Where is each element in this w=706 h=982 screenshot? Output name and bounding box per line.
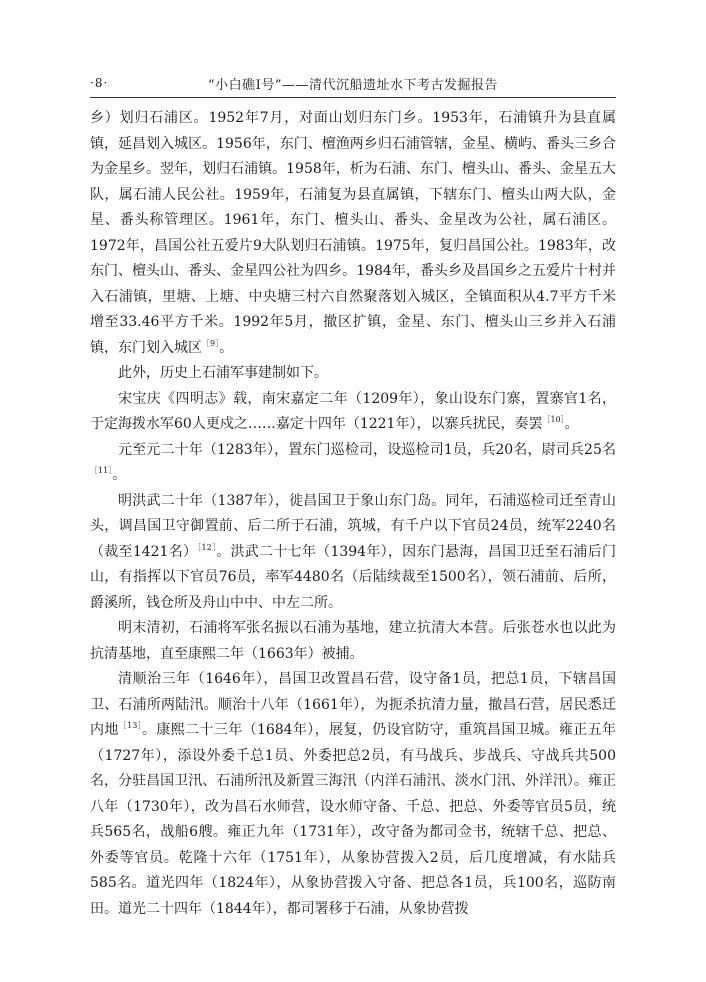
- citation-marker: ［11］: [90, 466, 113, 475]
- paragraph-text: 宋宝庆《四明志》载，南宋嘉定二年（1209年），象山设东门寨，置寨官1名，于定海拨水军60人更戍之……嘉定十四年（1221年），以寨兵扰民，奏罢: [90, 390, 616, 432]
- paragraph-text: 明洪武二十年（1387年），徙昌国卫于象山东门岛。同年，石浦巡检司迁至青山头，调昌国卫守御置前、后二所于石浦，筑城，有千户以下官员24员，统军2240名（裁至1421名）: [90, 492, 616, 560]
- page-number: ·8·: [90, 76, 109, 90]
- running-header: [90, 74, 616, 96]
- body-text: [90, 106, 616, 922]
- running-title: “小白礁Ⅰ号”——清代沉船遗址水下考古发掘报告: [208, 78, 498, 93]
- paragraph-text: 。: [564, 416, 579, 432]
- citation-marker: ［13］: [118, 721, 143, 730]
- body-paragraph: [90, 387, 616, 438]
- paragraph-text: 。康熙二十三年（1684年），展复，仍设官防守，重筑昌国卫城。雍正五年（1727年），添设外委千总1员、外委把总2员，有马战兵、步战兵、守战兵共500名，分驻昌国卫汛、石浦所汛及新置三海汛（内洋石浦汛、淡水门汛、外洋汛）。雍正八年（1730年），改为昌石水师营，设水师守备、千总、把总、外委等官员5员，统兵565名，战船6艘。雍正九年（1731年），改守备为都司佥书，统辖千总、把总、外委等官员。乾隆十六年（1751年），从象协营拨入2员，后几度增减，有水陆兵585名。道光四年（1824年），从象协营拨入守备、把总各1员，兵100名，巡防南田。道光二十四年（1844年），都司署移于石浦，从象协营拨: [90, 722, 616, 917]
- header-rule: [90, 97, 616, 98]
- paragraph-text: 元至元二十年（1283年），置东门巡检司，设巡检司1员，兵20名，尉司兵25名: [118, 441, 616, 458]
- body-paragraph: [90, 667, 616, 922]
- citation-marker: ［9］: [202, 338, 220, 348]
- body-paragraph: [90, 106, 616, 361]
- citation-marker: ［12］: [197, 542, 217, 552]
- paragraph-text: 。: [219, 339, 234, 356]
- body-paragraph: [90, 616, 616, 667]
- body-paragraph: [90, 489, 616, 617]
- body-paragraph: [90, 438, 616, 489]
- body-paragraph: [90, 361, 616, 387]
- citation-marker: ［10］: [542, 415, 565, 424]
- paragraph-text: 。洪武二十七年（1394年），因东门悬海，昌国卫迁至石浦后门山，有指挥以下官员76员，率军4480名（后陆续裁至1500名），领石浦前、后所，爵溪所，钱仓所及舟山中中、中左二所。: [90, 543, 616, 611]
- paragraph-text: 此外，历史上石浦军事建制如下。: [118, 365, 328, 381]
- paragraph-text: 清顺治三年（1646年），昌国卫改置昌石营，设守备1员，把总1员，下辖昌国卫、石浦所两陆汛。顺治十八年（1661年），为扼杀抗清力量，撤昌石营，居民悉迁内地: [90, 671, 616, 738]
- paragraph-text: 。: [112, 467, 127, 483]
- paragraph-text: 明末清初，石浦将军张名振以石浦为基地，建立抗清大本营。后张苍水也以此为抗清基地，直至康熙二年（1663年）被捕。: [90, 620, 616, 662]
- paragraph-text: 乡）划归石浦区。1952年7月，对面山划归东门乡。1953年，石浦镇升为县直属镇，延昌划入城区。1956年，东门、檀渔两乡归石浦管辖，金星、横屿、番头三乡合为金星乡。翌年，划归石浦镇。1958年，析为石浦、东门、檀头山、番头、金星五大队，属石浦人民公社。1959年，石浦复为县直属镇，下辖东门、檀头山两大队，金星、番头称管理区。1961年，东门、檀头山、番头、金星改为公社，属石浦区。1972年，昌国公社五爱片9大队划归石浦镇。1975年，复归昌国公社。1983年，改东门、檀头山、番头、金星四公社为四乡。1984年，番头乡及昌国乡之五爱片十村并入石浦镇，里塘、上塘、中央塘三村六自然聚落划入城区，全镇面积从4.7平方千米增至33.46平方千米。1992年5月，撤区扩镇，金星、东门、檀头山三乡并入石浦镇，东门划入城区: [90, 110, 616, 356]
